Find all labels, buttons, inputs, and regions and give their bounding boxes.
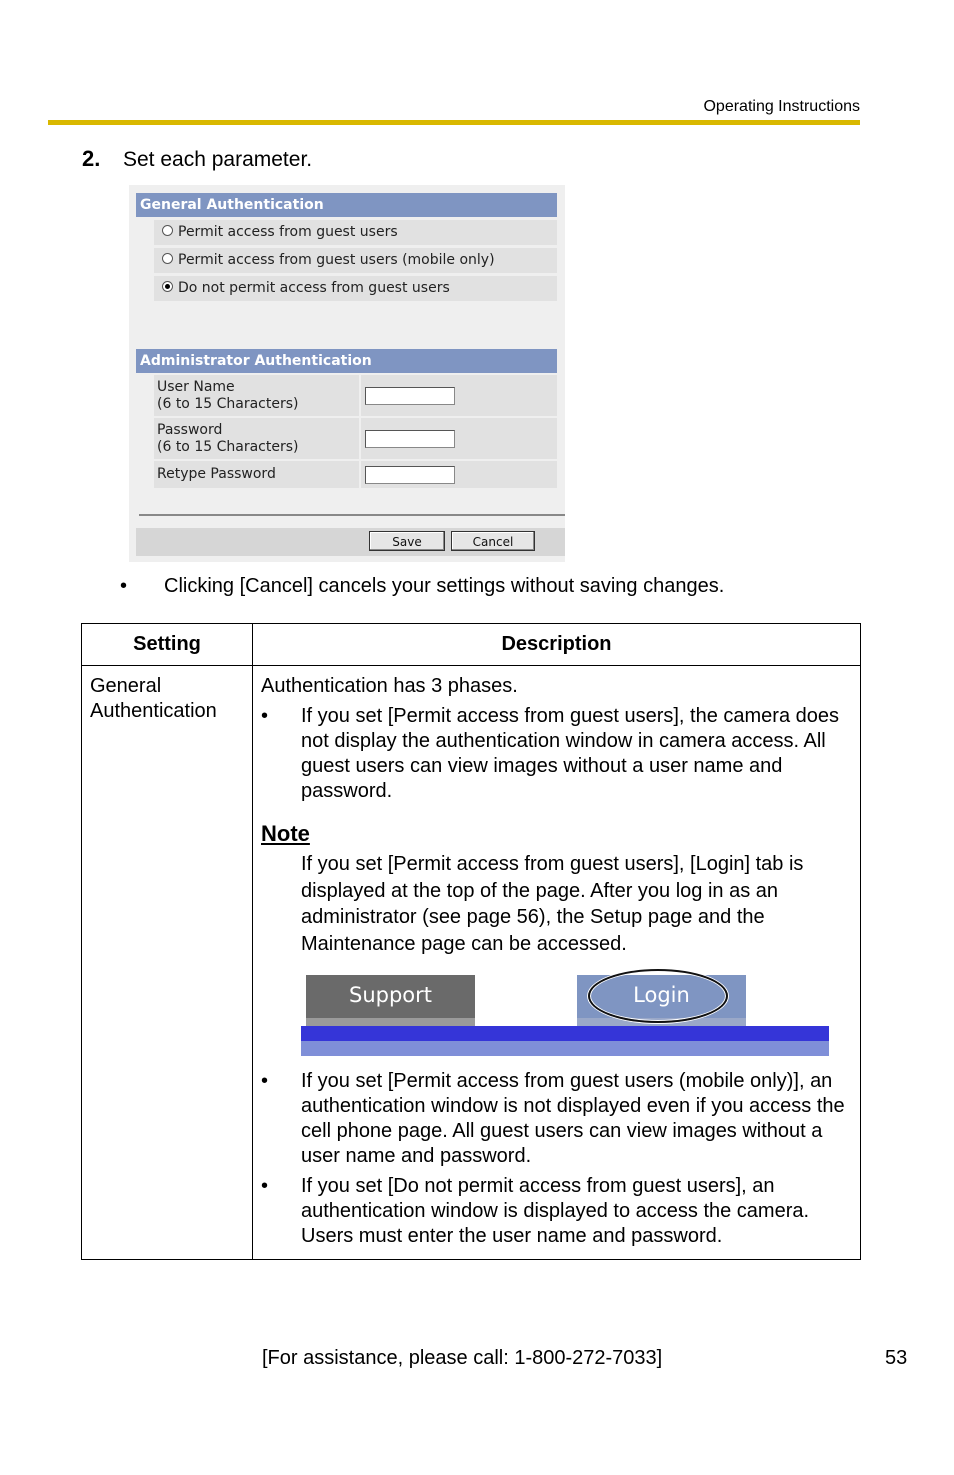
step-text: Set each parameter. <box>123 148 313 171</box>
settings-table <box>81 623 861 1260</box>
bullet-icon: • <box>120 575 128 597</box>
footer-assistance: [For assistance, please call: 1-800-272-7033] <box>262 1347 663 1369</box>
header-description: Description <box>501 633 612 655</box>
radio-button-selected-icon[interactable] <box>162 281 173 292</box>
login-tab[interactable]: Login <box>577 975 746 1018</box>
table-column-divider <box>252 624 253 1259</box>
note-text: If you set [Permit access from guest users], [Login] tab is displayed at the top of the page. After you log in as an administrator (see page 56), the Setup page and the Maintenance page can be accessed. <box>301 853 804 955</box>
note-title: Note <box>261 821 310 846</box>
radio-button-icon[interactable] <box>162 253 173 264</box>
nav-tabs-illustration <box>301 975 829 1059</box>
header-label: Operating Instructions <box>703 98 860 115</box>
cancel-note <box>120 575 724 598</box>
retype-password-cell <box>361 461 557 488</box>
save-button[interactable]: Save <box>369 531 445 551</box>
bullet-icon: • <box>261 705 269 727</box>
user-name-row <box>154 375 557 416</box>
radio-button-icon[interactable] <box>162 225 173 236</box>
nav-bar-strip <box>301 1026 829 1041</box>
header-setting: Setting <box>133 633 201 655</box>
radio-label: Do not permit access from guest users <box>178 280 450 296</box>
bullet-icon: • <box>261 1175 269 1197</box>
setting-cell: General Authentication <box>90 675 217 722</box>
retype-password-row <box>154 461 557 488</box>
cancel-button[interactable]: Cancel <box>451 531 535 551</box>
page-number: 53 <box>885 1347 908 1369</box>
general-auth-heading: General Authentication <box>136 193 557 217</box>
step-number: 2. <box>82 146 101 171</box>
user-name-label: User Name (6 to 15 Characters) <box>154 375 359 416</box>
bullet-text: If you set [Do not permit access from guest users], an authentication window is displayed to access the camera. Users must enter the user name and password. <box>301 1175 810 1247</box>
table-header-divider <box>82 665 860 666</box>
header-rule <box>48 120 860 125</box>
admin-auth-heading: Administrator Authentication <box>136 349 557 373</box>
retype-password-input[interactable] <box>365 466 455 484</box>
radio-label: Permit access from guest users (mobile only) <box>178 252 495 268</box>
panel-divider <box>139 514 565 516</box>
support-tab[interactable]: Support <box>306 975 475 1018</box>
retype-password-label: Retype Password <box>154 461 359 488</box>
user-name-input[interactable] <box>365 387 455 405</box>
bullet-text: If you set [Permit access from guest users (mobile only)], an authentication window is not displayed even if you access the cell phone page. All guest users can view images without a user name and password. <box>301 1070 845 1167</box>
password-cell <box>361 418 557 459</box>
radio-label: Permit access from guest users <box>178 224 398 240</box>
description-bullet <box>261 1069 856 1169</box>
user-name-cell <box>361 375 557 416</box>
nav-bar-strip-light <box>301 1041 829 1056</box>
description-bullet <box>261 704 856 804</box>
password-input[interactable] <box>365 430 455 448</box>
radio-permit-guest[interactable] <box>154 220 557 245</box>
bullet-icon: • <box>261 1070 269 1092</box>
step-heading <box>82 146 312 172</box>
bullet-text: If you set [Permit access from guest users], the camera does not display the authentication window in camera access. All guest users can view images without a user name and password. <box>301 705 839 802</box>
login-highlight-ring <box>588 969 728 1023</box>
description-cell <box>261 674 856 1249</box>
description-bullet <box>261 1174 856 1249</box>
cancel-note-text: Clicking [Cancel] cancels your settings without saving changes. <box>164 575 725 597</box>
support-tab-base <box>306 1018 475 1026</box>
password-row <box>154 418 557 459</box>
radio-permit-guest-mobile[interactable] <box>154 248 557 273</box>
radio-do-not-permit[interactable] <box>154 276 557 301</box>
description-intro: Authentication has 3 phases. <box>261 675 518 697</box>
password-label: Password (6 to 15 Characters) <box>154 418 359 459</box>
settings-screenshot <box>129 185 565 562</box>
